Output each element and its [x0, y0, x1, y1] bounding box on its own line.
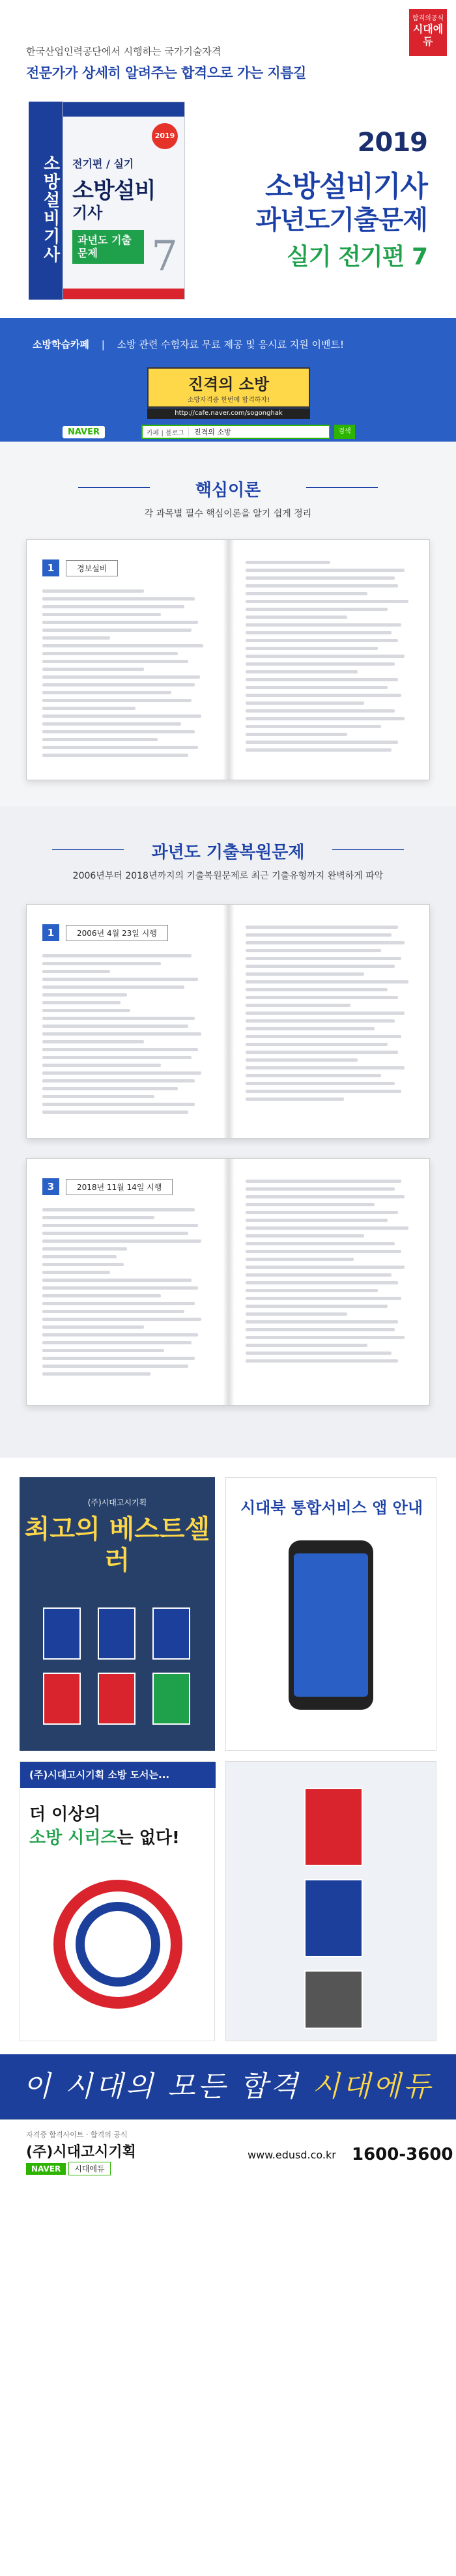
search-category: 카페 | 블로그: [143, 427, 189, 437]
footer-url-link[interactable]: www.edusd.co.kr: [248, 2149, 336, 2161]
book-thumbnail: [304, 1970, 363, 2029]
series-panel: [20, 1761, 215, 2041]
book-gutter: [223, 540, 235, 780]
footer-naver-search[interactable]: [26, 2162, 111, 2175]
product-edition: 실기 전기편 7: [287, 244, 427, 270]
exam-number: 3: [42, 1178, 59, 1195]
bestseller-publisher: (주)시대고시기획: [87, 1498, 147, 1507]
exam-spread-2: [26, 1158, 430, 1406]
footer: [0, 2119, 456, 2179]
phone-image: [289, 1540, 373, 1710]
right-page-text: [246, 926, 415, 1105]
phone-screen: [294, 1553, 368, 1697]
right-page-text: [246, 1180, 415, 1367]
cafe-intro: [33, 337, 344, 351]
cover-box-label: 과년도 기출문제: [72, 230, 144, 264]
product-title: 소방설비기사: [264, 170, 427, 203]
book-spread: [26, 539, 430, 780]
naver-logo: NAVER: [26, 2163, 66, 2175]
book-thumbnail: [43, 1673, 81, 1725]
bestseller-title: 최고의 베스트셀러: [24, 1514, 210, 1576]
series-tail: 는 없다!: [117, 1828, 180, 1848]
slogan-brand: 시대에듀: [311, 2070, 433, 2103]
product-title-2: 과년도기출문제: [255, 205, 427, 235]
slogan-text: 이 시대의 모든 합격: [23, 2070, 312, 2103]
cafe-desc: 소방 관련 수험자료 무료 제공 및 응시료 지원 이벤트!: [117, 339, 345, 350]
cafe-band: [0, 318, 456, 442]
exam-date: 2006년 4월 23일 시행: [66, 925, 168, 941]
right-page-text: [246, 561, 415, 756]
brand-logo: [409, 9, 447, 56]
book-thumbnail: [43, 1607, 81, 1660]
brand-logo-small: 합격의공식: [412, 15, 444, 22]
search-input[interactable]: [141, 425, 330, 439]
book-thumbnail: [304, 1788, 363, 1866]
section-heading: 핵심이론: [195, 481, 261, 500]
cover-title: 소방설비: [72, 178, 156, 204]
promo-section: [0, 1458, 456, 2179]
footer-tagline: 자격증 합격사이트 · 합격의 공식: [26, 2130, 128, 2139]
product-year: 2019: [357, 128, 427, 158]
book-gutter: [223, 905, 235, 1138]
chapter-header: [42, 559, 118, 576]
chapter-title: 경보설비: [66, 560, 118, 576]
cafe-banner-title: 진격의 소방: [188, 375, 270, 393]
cafe-banner-sub: 소방자격증 한번에 합격하자!: [187, 397, 270, 404]
exam-date: 2018년 11월 14일 시행: [66, 1179, 173, 1195]
book-spine: 소방설비기사: [29, 102, 63, 300]
search-query: 진격의 소방: [194, 428, 231, 436]
cover-year-badge: 2019: [152, 123, 178, 149]
brand-logo-large: 시대에듀: [412, 23, 444, 48]
book-cover-image: [29, 102, 185, 300]
series-ring-inner: [80, 1906, 156, 1982]
bestseller-panel: [20, 1477, 215, 1751]
cafe-separator: |: [101, 339, 105, 350]
cover-strip: [63, 102, 184, 117]
section-subtitle: 2006년부터 2018년까지의 기출복원문제로 최근 기출유형까지 완벽하게 파악: [72, 871, 384, 881]
footer-phone: 1600-3600: [352, 2145, 453, 2164]
book-front: [63, 102, 185, 300]
cover-volume-number: 7: [151, 233, 178, 281]
section-past-exams: [0, 806, 456, 1458]
app-service-panel: [225, 1477, 436, 1751]
cafe-label: 소방학습카페: [33, 339, 89, 350]
series-header: (주)시대고시기획 소방 도서는...: [20, 1762, 216, 1788]
book-thumbnail: [98, 1607, 135, 1660]
cafe-banner[interactable]: [147, 367, 310, 408]
chapter-number: 1: [42, 559, 59, 576]
exam-spread-1: [26, 904, 430, 1139]
app-service-title: 시대북 통합서비스 앱 안내: [240, 1499, 423, 1517]
slogan-banner: [0, 2054, 456, 2119]
book-showcase-panel: [225, 1761, 436, 2041]
book-thumbnail: [152, 1673, 190, 1725]
book-gutter: [223, 1159, 235, 1405]
section-heading: 과년도 기출복원문제: [151, 843, 305, 862]
naver-logo: NAVER: [63, 426, 105, 438]
exam-header: [42, 1178, 173, 1195]
cafe-url-link[interactable]: http://cafe.naver.com/sogonghak: [147, 408, 310, 419]
series-headline-2: [29, 1824, 180, 1848]
book-thumbnail: [98, 1673, 135, 1725]
naver-search-bar: [63, 425, 355, 439]
search-button[interactable]: 검색: [334, 425, 355, 439]
exam-number: 1: [42, 924, 59, 941]
left-page-text: [42, 954, 212, 1118]
book-thumbnail: [304, 1879, 363, 1957]
left-page-text: [42, 589, 212, 761]
header: [0, 0, 456, 318]
header-tagline: 한국산업인력공단에서 시행하는 국가기술자격: [26, 46, 221, 57]
series-diagram: [40, 1866, 196, 2022]
naver-search-term: 시대에듀: [68, 2162, 110, 2175]
exam-header: [42, 924, 168, 941]
section-core-theory: [0, 442, 456, 806]
left-page-text: [42, 1208, 212, 1380]
cover-title-2: 기사: [72, 204, 103, 222]
footer-company: (주)시대고시기획: [26, 2144, 136, 2160]
cover-subtitle: 전기편 / 실기: [72, 158, 134, 170]
series-highlight: 소방 시리즈: [29, 1828, 117, 1848]
series-headline: 더 이상의: [29, 1805, 101, 1824]
book-thumbnail: [152, 1607, 190, 1660]
section-subtitle: 각 과목별 필수 핵심이론을 알기 쉽게 정리: [144, 509, 312, 519]
cover-publisher-strip: [63, 289, 184, 299]
header-headline: 전문가가 상세히 알려주는 합격으로 가는 지름길: [26, 65, 306, 81]
